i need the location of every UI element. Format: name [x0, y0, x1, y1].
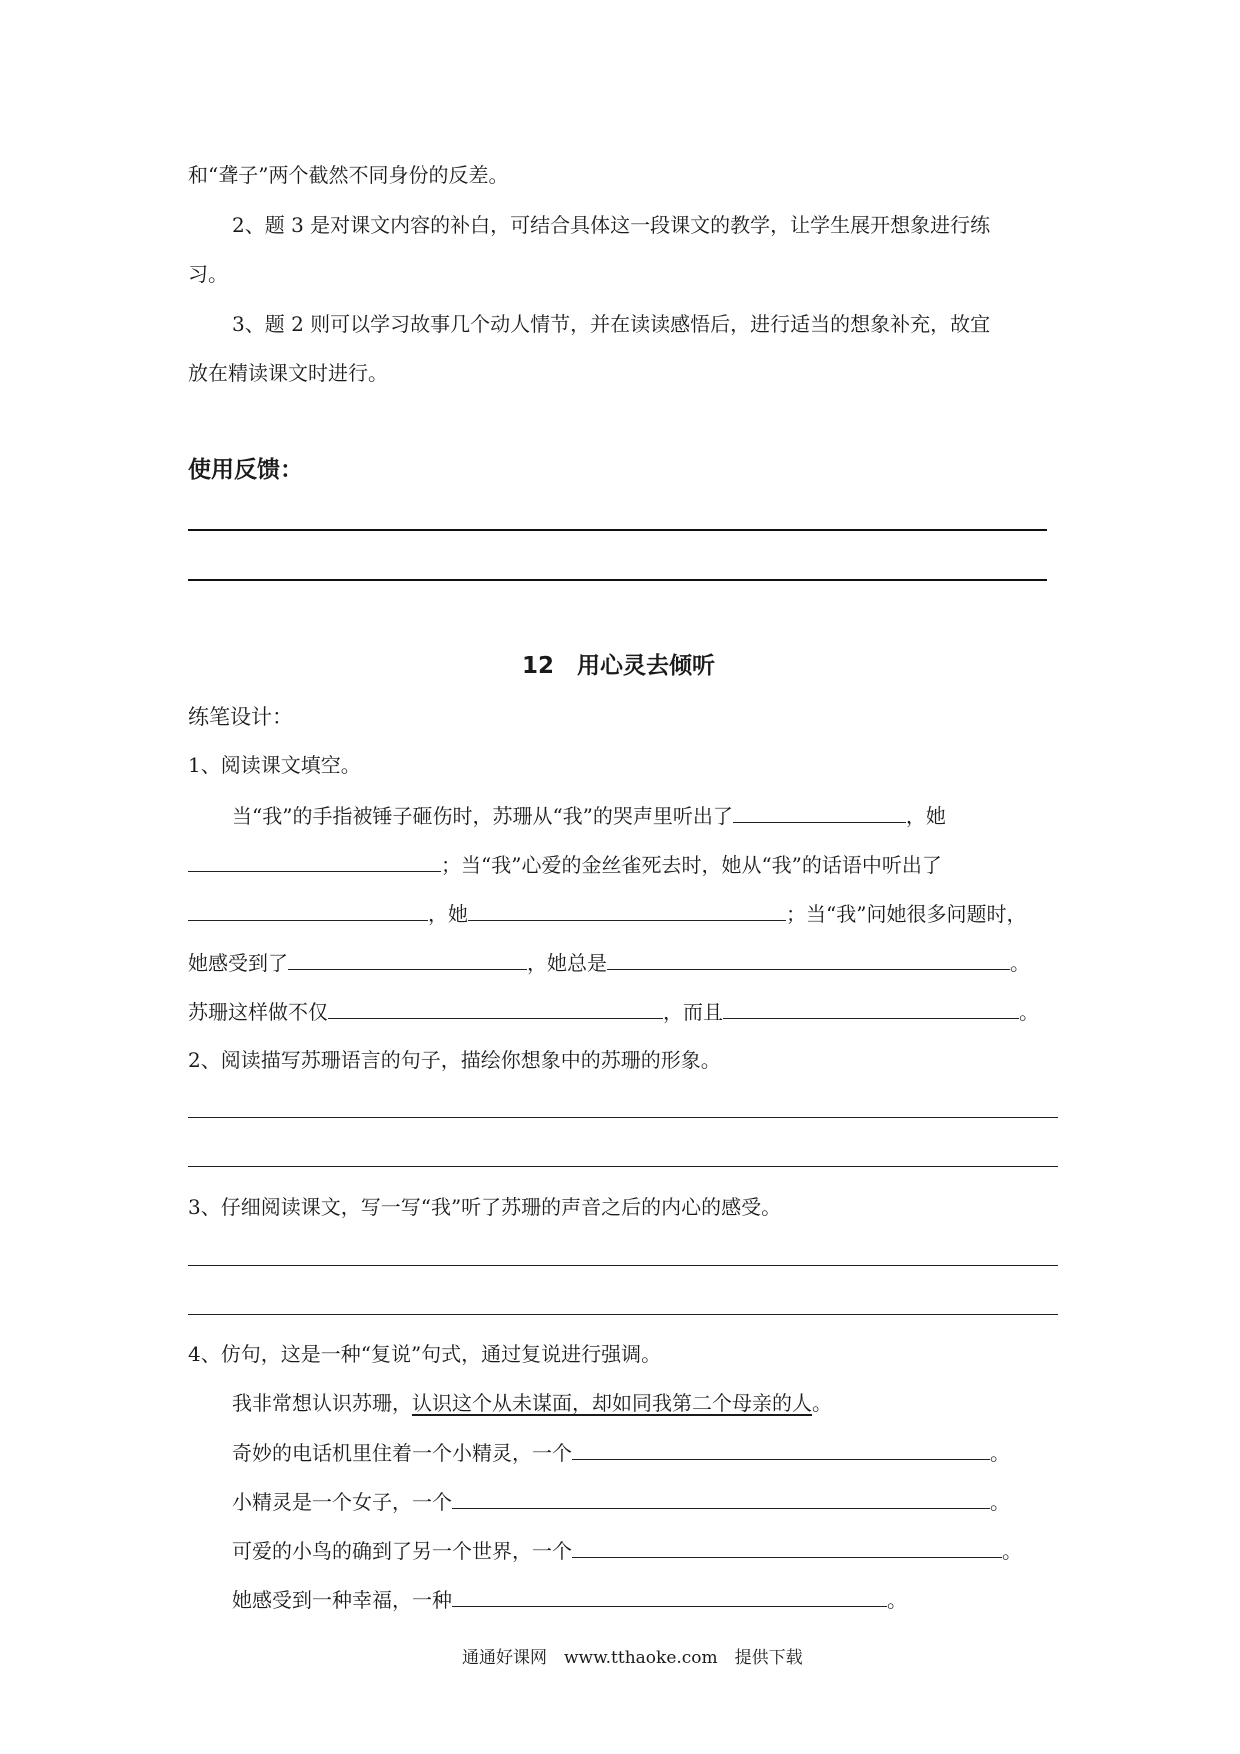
sentence-text: 。 — [990, 1441, 1010, 1465]
fill-blank[interactable] — [723, 996, 1019, 1019]
question-1-line-2 — [188, 849, 942, 880]
imitation-sentence-4 — [232, 1584, 907, 1615]
q1-text: 当“我”的手指被锤子砸伤时，苏珊从“我”的哭声里听出了 — [232, 804, 733, 828]
q1-text: ，她 — [905, 804, 946, 828]
sentence-text: 。 — [887, 1588, 907, 1612]
fill-blank[interactable] — [188, 898, 428, 921]
imitation-sentence-2 — [232, 1486, 1010, 1517]
answer-line[interactable] — [188, 1314, 1058, 1315]
q1-text: ，她 — [428, 902, 468, 926]
example-text: 。 — [812, 1391, 832, 1415]
example-sentence — [232, 1388, 832, 1418]
fill-blank[interactable] — [733, 800, 906, 823]
sentence-text: 奇妙的电话机里住着一个小精灵，一个 — [232, 1441, 572, 1465]
sentence-text: 可爱的小鸟的确到了另一个世界，一个 — [232, 1539, 572, 1563]
question-3-prompt: 3、仔细阅读课文，写一写“我”听了苏珊的声音之后的内心的感受。 — [188, 1195, 782, 1219]
fill-blank[interactable] — [452, 1486, 990, 1509]
question-1-line-3 — [188, 898, 1026, 929]
q1-text: ，而且 — [663, 1000, 723, 1024]
question-1-line-1 — [232, 800, 946, 831]
q1-text: 。 — [1019, 1000, 1039, 1024]
q1-text: ；当“我”心爱的金丝雀死去时，她从“我”的话语中听出了 — [441, 853, 942, 877]
question-1-line-4 — [188, 947, 1030, 978]
lesson-title: 12 用心灵去倾听 — [522, 653, 716, 679]
question-2-prompt: 2、阅读描写苏珊语言的句子，描绘你想象中的苏珊的形象。 — [188, 1048, 721, 1072]
note-3-line-2: 放在精读课文时进行。 — [188, 361, 388, 385]
note-2-line-1: 2、题 3 是对课文内容的补白，可结合具体这一段课文的教学，让学生展开想象进行练 — [232, 213, 991, 237]
fill-blank[interactable] — [288, 947, 527, 970]
q1-text: ，她总是 — [527, 951, 607, 975]
fill-blank[interactable] — [572, 1437, 990, 1460]
q1-text: 她感受到了 — [188, 951, 288, 975]
question-1-line-5 — [188, 996, 1039, 1027]
fill-blank[interactable] — [572, 1535, 1002, 1558]
fill-blank[interactable] — [468, 898, 786, 921]
answer-line[interactable] — [188, 1265, 1058, 1266]
fill-blank[interactable] — [452, 1584, 887, 1607]
example-text: 我非常想认识苏珊， — [232, 1391, 412, 1415]
example-underlined-text: 认识这个从未谋面，却如同我第二个母亲的人 — [412, 1391, 812, 1415]
design-label: 练笔设计： — [188, 705, 293, 729]
question-4-prompt: 4、仿句，这是一种“复说”句式，通过复说进行强调。 — [188, 1342, 662, 1366]
sentence-text: 。 — [990, 1490, 1010, 1514]
sentence-text: 。 — [1002, 1539, 1022, 1563]
intro-line: 和“聋子”两个截然不同身份的反差。 — [188, 163, 509, 187]
imitation-sentence-3 — [232, 1535, 1022, 1566]
answer-line[interactable] — [188, 1166, 1058, 1167]
question-1-prompt: 1、阅读课文填空。 — [188, 753, 361, 777]
note-2-line-2: 习。 — [188, 262, 228, 286]
q1-text: 。 — [1010, 951, 1030, 975]
q1-text: ；当“我”问她很多问题时， — [786, 902, 1027, 926]
fill-blank[interactable] — [607, 947, 1010, 970]
feedback-answer-line — [188, 529, 1047, 531]
note-3-line-1: 3、题 2 则可以学习故事几个动人情节，并在读读感悟后，进行适当的想象补充，故宜 — [232, 312, 991, 336]
imitation-sentence-1 — [232, 1437, 1010, 1468]
fill-blank[interactable] — [328, 996, 663, 1019]
sentence-text: 她感受到一种幸福，一种 — [232, 1588, 452, 1612]
footer-text: 通通好课网 www.tthaoke.com 提供下载 — [462, 1648, 803, 1668]
fill-blank[interactable] — [188, 849, 441, 872]
feedback-heading: 使用反馈： — [188, 457, 303, 483]
feedback-answer-line — [188, 579, 1047, 581]
sentence-text: 小精灵是一个女子，一个 — [232, 1490, 452, 1514]
q1-text: 苏珊这样做不仅 — [188, 1000, 328, 1024]
answer-line[interactable] — [188, 1117, 1058, 1118]
